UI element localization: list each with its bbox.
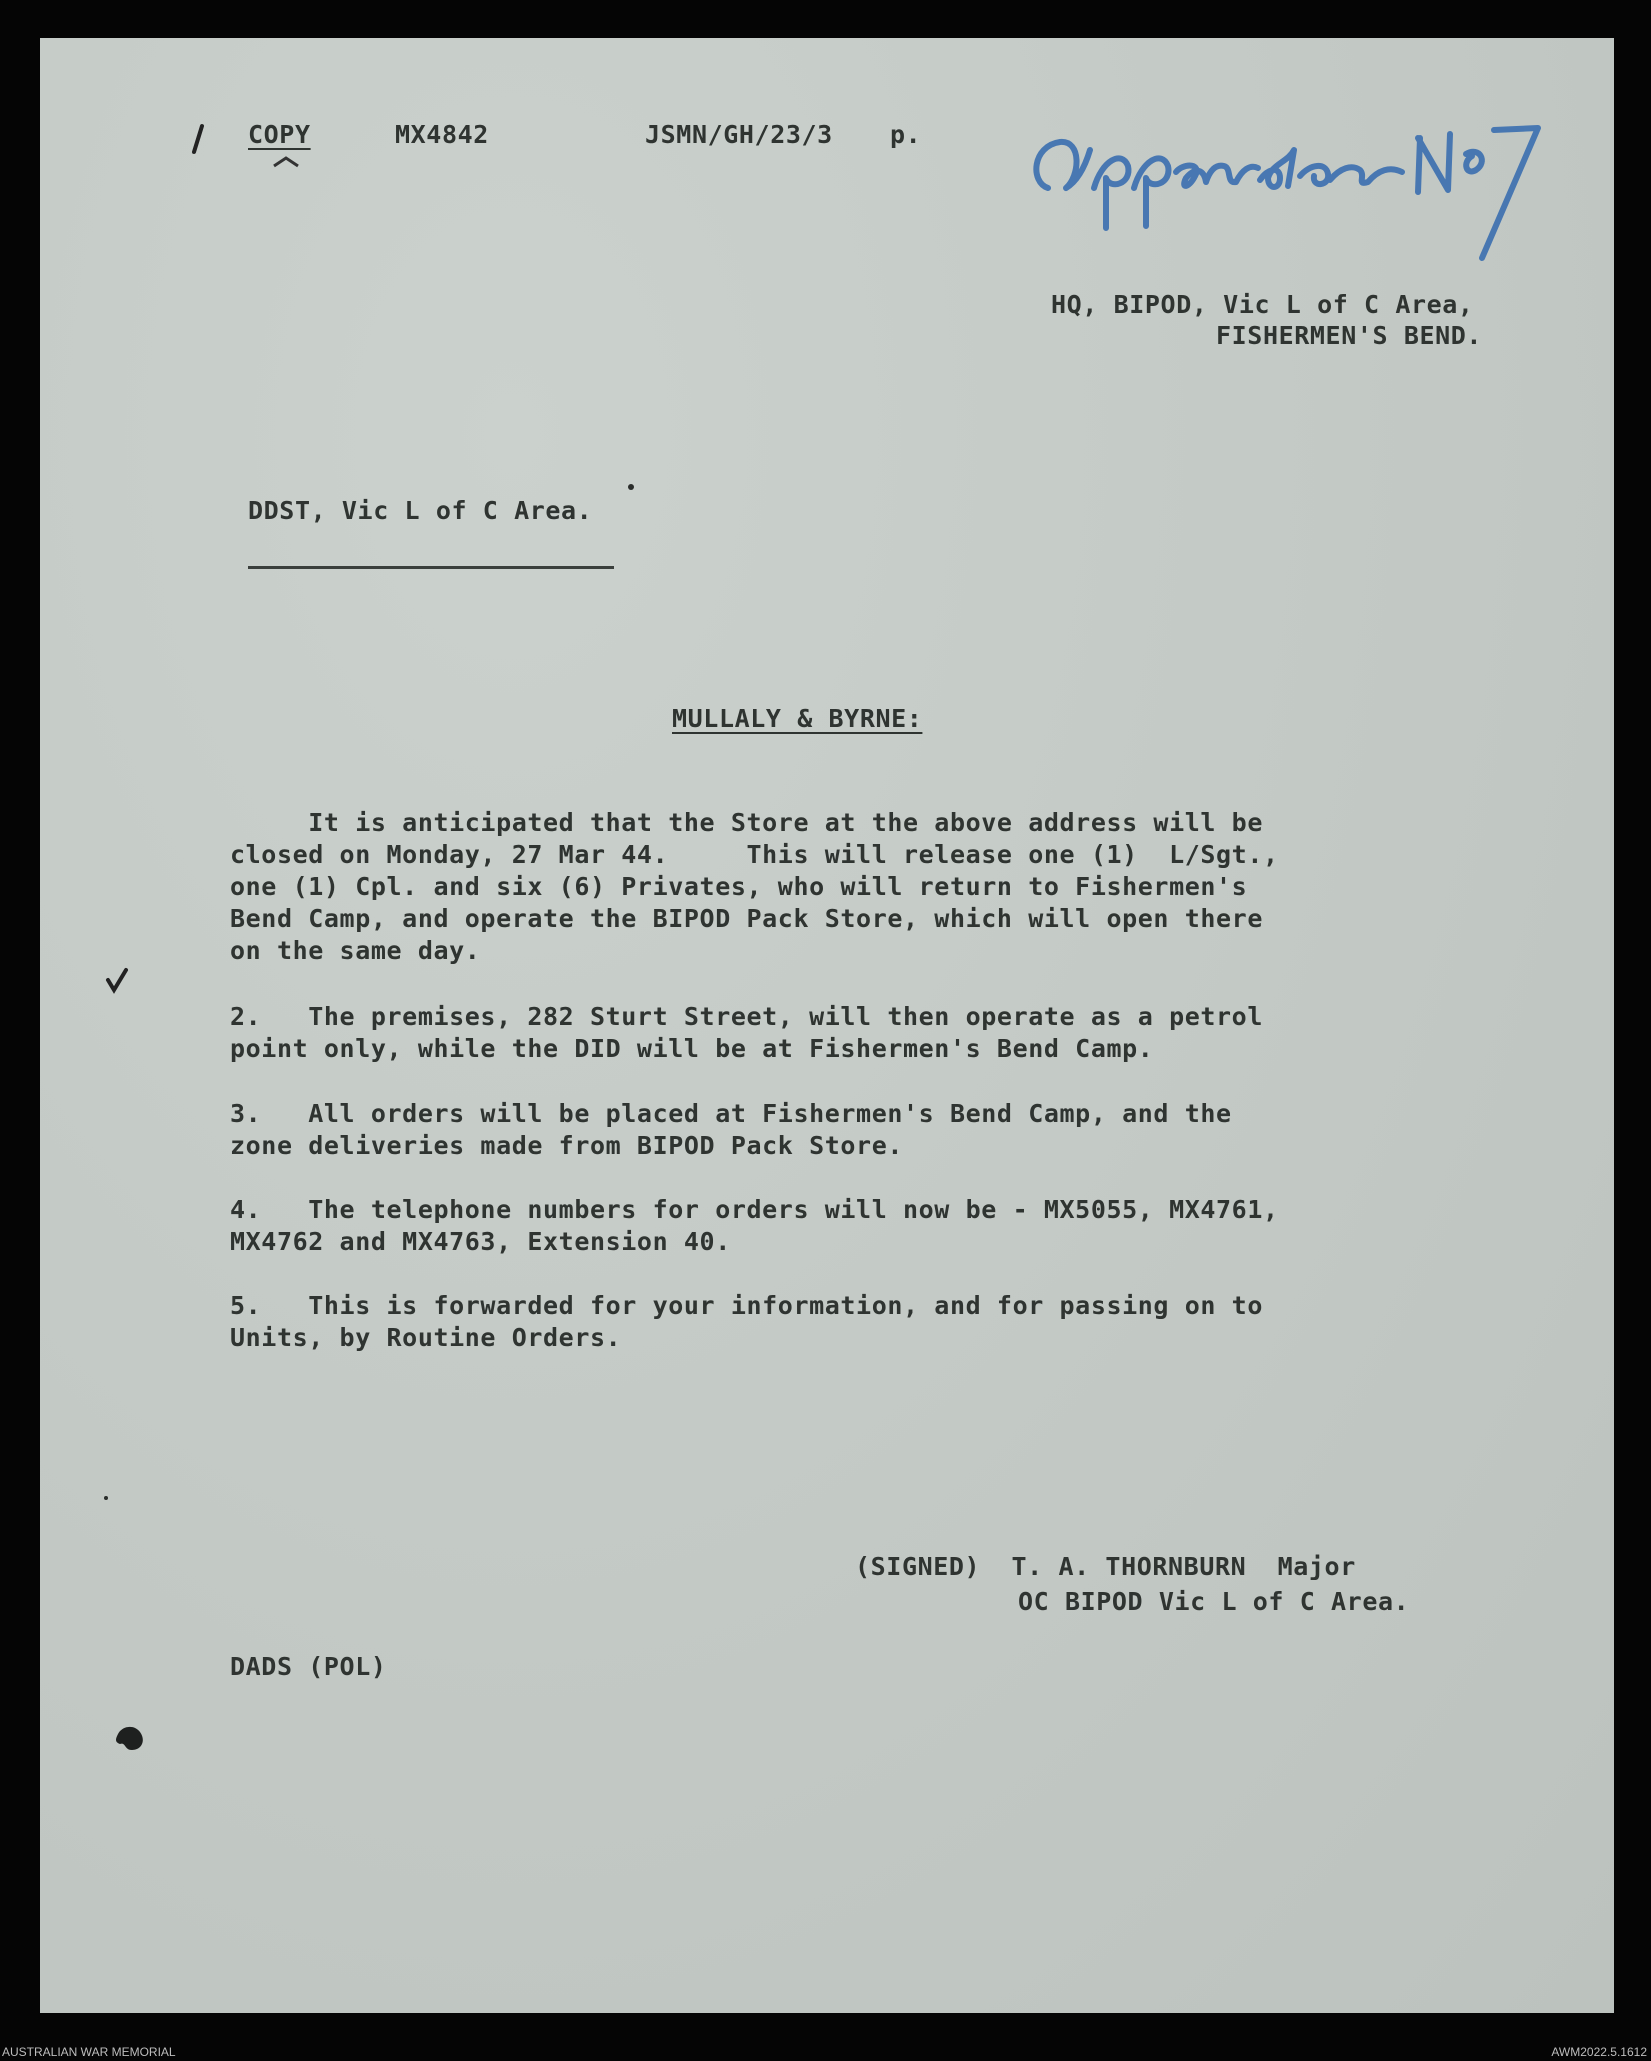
page-mark: p. [890, 120, 922, 149]
distribution-line: DADS (POL) [230, 1652, 387, 1681]
paragraph-1-line-5: on the same day. [230, 936, 481, 965]
paragraph-5-line-1: 5. This is forwarded for your information, and for passing on to [230, 1291, 1263, 1320]
copy-label: COPY [248, 120, 311, 149]
handwritten-appendix-note [1010, 90, 1560, 274]
addressee-underline [248, 566, 614, 569]
paragraph-1-line-2: closed on Monday, 27 Mar 44. This will release one (1) L/Sgt., [230, 840, 1279, 869]
addressee: DDST, Vic L of C Area. [248, 496, 593, 525]
sender-address-line-2: FISHERMEN'S BEND. [1216, 321, 1483, 350]
file-reference: JSMN/GH/23/3 [645, 120, 833, 149]
paragraph-1-line-3: one (1) Cpl. and six (6) Privates, who will return to Fishermen's [230, 872, 1248, 901]
ink-dot [104, 1496, 108, 1500]
ink-blot-mark [112, 1720, 148, 1760]
ink-dot [628, 484, 634, 490]
paragraph-3-line-2: zone deliveries made from BIPOD Pack Store. [230, 1131, 904, 1160]
tick-mark-icon [188, 122, 208, 160]
paragraph-4-line-1: 4. The telephone numbers for orders will now be - MX5055, MX4761, [230, 1195, 1279, 1224]
paragraph-3-line-1: 3. All orders will be placed at Fishermen's Bend Camp, and the [230, 1099, 1232, 1128]
paragraph-5-line-2: Units, by Routine Orders. [230, 1323, 622, 1352]
footer-right: AWM2022.5.1612 [1551, 2045, 1647, 2059]
subject-heading: MULLALY & BYRNE: [672, 704, 923, 733]
paragraph-1-line-1: It is anticipated that the Store at the above address will be [230, 808, 1263, 837]
signature-line-2: OC BIPOD Vic L of C Area. [1018, 1587, 1410, 1616]
document-page [40, 38, 1614, 2013]
paragraph-2-line-2: point only, while the DID will be at Fishermen's Bend Camp. [230, 1034, 1154, 1063]
margin-tick-icon [104, 966, 130, 998]
signature-line-1: (SIGNED) T. A. THORNBURN Major [855, 1552, 1356, 1581]
paragraph-1-line-4: Bend Camp, and operate the BIPOD Pack Store, which will open there [230, 904, 1263, 933]
paragraph-2-line-1: 2. The premises, 282 Sturt Street, will then operate as a petrol [230, 1002, 1263, 1031]
phone-reference: MX4842 [395, 120, 489, 149]
sender-address-line-1: HQ, BIPOD, Vic L of C Area, [1051, 290, 1474, 319]
caret-mark-icon [272, 152, 300, 176]
footer-left: AUSTRALIAN WAR MEMORIAL [2, 2045, 176, 2059]
paragraph-4-line-2: MX4762 and MX4763, Extension 40. [230, 1227, 731, 1256]
